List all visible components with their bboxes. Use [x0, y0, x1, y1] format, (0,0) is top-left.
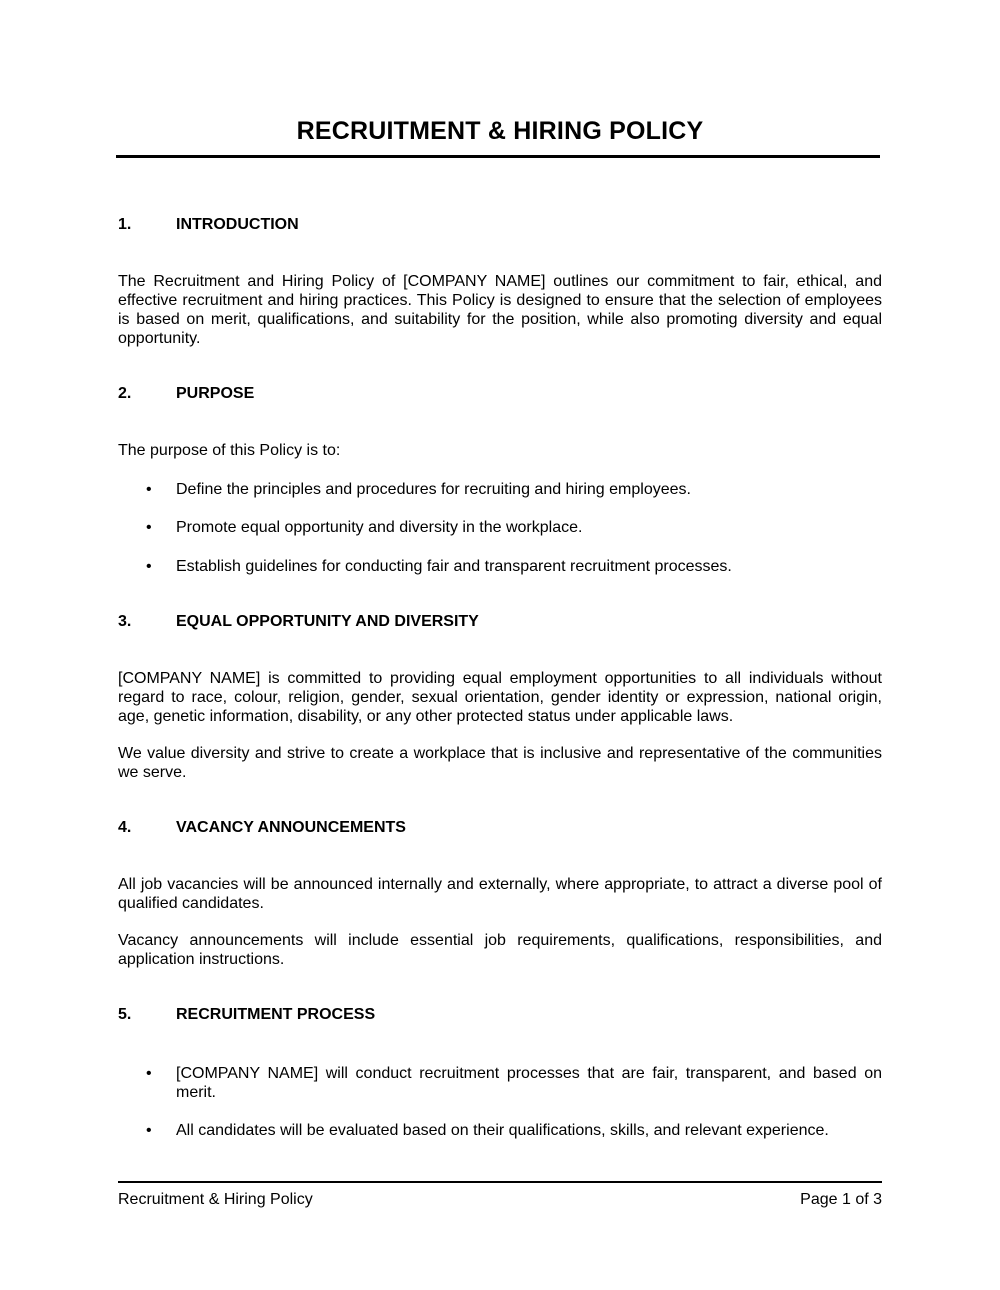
- bullet-icon: •: [146, 481, 152, 498]
- document-title: RECRUITMENT & HIRING POLICY: [296, 117, 704, 145]
- bullet-text: All candidates will be evaluated based on their qualifications, skills, and relevant experience.: [176, 1122, 829, 1139]
- section-4-paragraph-1: All job vacancies will be announced internally and externally, where appropriate, to attract a diverse pool of qualified candidates.: [118, 876, 882, 912]
- bullet-text: [COMPANY NAME] will conduct recruitment processes that are fair, transparent, and based on merit.: [176, 1065, 882, 1101]
- section-4-number: 4.: [118, 819, 132, 836]
- section-5-number: 5.: [118, 1006, 132, 1023]
- section-2-bullet-1: [118, 480, 882, 499]
- section-1-heading: [118, 216, 299, 234]
- section-2-title: PURPOSE: [176, 385, 255, 402]
- section-2-number: 2.: [118, 385, 132, 402]
- bullet-icon: •: [146, 558, 152, 575]
- section-2-bullet-3: [118, 557, 882, 576]
- footer-page-number: Page 1 of 3: [800, 1191, 882, 1208]
- section-2-heading: [118, 385, 254, 403]
- bullet-text: Define the principles and procedures for recruiting and hiring employees.: [176, 481, 691, 498]
- section-4-title: VACANCY ANNOUNCEMENTS: [176, 819, 406, 836]
- bullet-icon: •: [146, 1065, 152, 1082]
- footer-document-name: Recruitment & Hiring Policy: [118, 1191, 313, 1208]
- section-2-bullet-2: [118, 518, 882, 537]
- section-4-heading: [118, 819, 406, 837]
- bullet-text: Establish guidelines for conducting fair and transparent recruitment processes.: [176, 558, 732, 575]
- section-1-paragraph-1: The Recruitment and Hiring Policy of [COMPANY NAME] outlines our commitment to fair, ethical, and effective recruitment and hiring practices. This Policy is designed to ensure that the selection of employees is based on merit, qualifications, and suitability for the position, while also promoting diversity and equal opportunity.: [118, 273, 882, 347]
- section-2-paragraph-1: The purpose of this Policy is to:: [118, 442, 341, 459]
- footer-divider: [118, 1181, 882, 1183]
- section-5-bullet-1: [118, 1064, 882, 1102]
- section-3-heading: [118, 613, 479, 631]
- title-divider: [116, 155, 880, 158]
- section-3-number: 3.: [118, 613, 132, 630]
- section-5-title: RECRUITMENT PROCESS: [176, 1006, 376, 1023]
- section-1-number: 1.: [118, 216, 132, 233]
- section-4-paragraph-2: Vacancy announcements will include essential job requirements, qualifications, responsibilities, and application instructions.: [118, 932, 882, 968]
- section-1-title: INTRODUCTION: [176, 216, 299, 233]
- bullet-icon: •: [146, 519, 152, 536]
- section-3-paragraph-2: We value diversity and strive to create a workplace that is inclusive and representative of the communities we serve.: [118, 745, 882, 781]
- section-3-paragraph-1: [COMPANY NAME] is committed to providing equal employment opportunities to all individuals without regard to race, colour, religion, gender, sexual orientation, gender identity or expression, national origin, age, genetic information, disability, or any other protected status under applicable laws.: [118, 670, 882, 725]
- section-3-title: EQUAL OPPORTUNITY AND DIVERSITY: [176, 613, 479, 630]
- section-5-heading: [118, 1006, 375, 1024]
- bullet-icon: •: [146, 1122, 152, 1139]
- section-5-bullet-2: [118, 1121, 882, 1140]
- bullet-text: Promote equal opportunity and diversity in the workplace.: [176, 519, 583, 536]
